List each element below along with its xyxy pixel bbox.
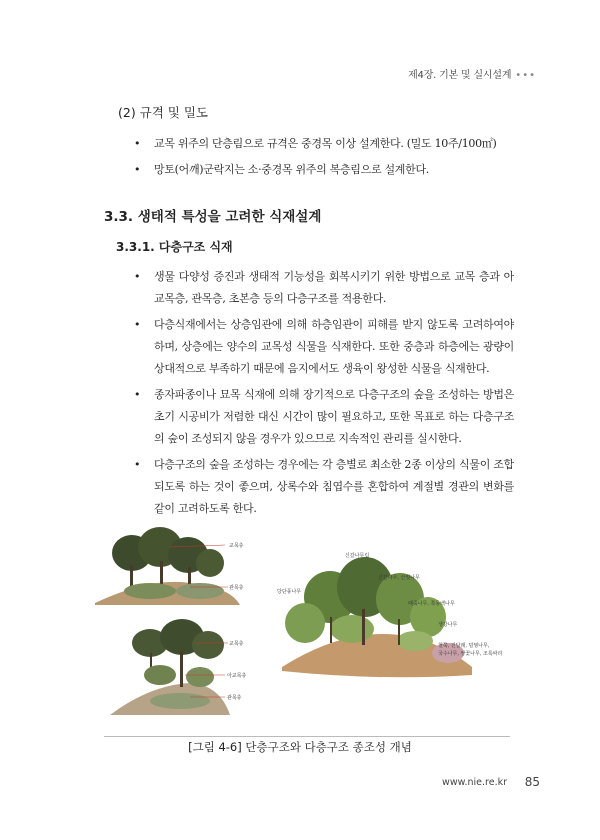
label-layered-subcanopy: 아교목층: [227, 673, 247, 679]
list-item: • 망토(어깨)군락지는 소·중경목 위주의 복층림으로 설계한다.: [130, 159, 514, 181]
single-layer-illustration: [95, 527, 244, 605]
label-layered-canopy: 교목층: [229, 641, 244, 647]
label-species-5: 철쭉, 진달래, 덜꿩나무,: [438, 643, 490, 649]
figure-caption: [그림 4-6] 단층구조와 다층구조 종조성 개념: [188, 740, 412, 754]
subsection-331-title: 3.3.1. 다층구조 식재: [116, 240, 233, 254]
subsection-2-bullets: [130, 133, 514, 181]
running-header: [408, 66, 536, 81]
label-single-canopy: 교목층: [229, 543, 244, 549]
label-single-shrub: 관목층: [229, 585, 244, 591]
layered-illustration: [110, 619, 246, 715]
subsection-331-bullets: [130, 266, 514, 520]
page-number: 85: [524, 775, 540, 789]
section-title: 3.3. 생태적 특성을 고려한 식재설계: [104, 209, 322, 225]
label-species-2: 당단풍나무: [277, 589, 302, 595]
figure-divider: [104, 736, 510, 737]
subsection-2-title: (2) 규격 및 밀도: [118, 105, 209, 120]
species-mound-illustration: [277, 552, 502, 677]
label-species-3: 때죽나무, 쪽동백나무: [408, 601, 455, 607]
list-item: • 교목 위주의 단층림으로 규격은 중경목 이상 설계한다. (밀도 10주/100㎡): [130, 133, 514, 155]
forest-structure-figure: [90, 525, 510, 733]
label-species-1: 신갈나무, 산벚나무: [378, 575, 420, 581]
label-layered-shrub: 관목층: [227, 695, 242, 701]
forest-structure-illustration: [90, 525, 510, 733]
chapter-title: 제4장. 기본 및 실시설계: [408, 70, 512, 81]
list-item: • 다층식재에서는 상층임관에 의해 하층임관이 피해를 받지 않도록 고려하여야 하며, 상층에는 양수의 교목성 식물을 식재한다. 또한 중층과 하층에는 광량이 상대적으로 부족하기 때문에 음지에서도 생육이 왕성한 식물을 식재한다.: [130, 314, 514, 380]
footer-site: www.nie.re.kr: [442, 777, 507, 788]
label-species-4: 생강나무: [438, 622, 458, 628]
label-species-6: 국수나무, 쌍꽃나무, 조록싸리: [438, 651, 503, 657]
header-dots: •••: [515, 70, 536, 81]
list-item: • 종자파종이나 묘목 식재에 의해 장기적으로 다층구조의 숲을 조성하는 방법은 초기 시공비가 저렴한 대신 시간이 많이 필요하고, 또한 목표로 하는 다층구조의 숲이 조성되지 않을 경우가 있으므로 지속적인 관리를 실시한다.: [130, 384, 514, 450]
label-species-0: 신갈나무림: [345, 553, 370, 559]
list-item: • 다층구조의 숲을 조성하는 경우에는 각 층별로 최소한 2종 이상의 식물이 조합되도록 하는 것이 좋으며, 상록수와 침엽수를 혼합하여 계절별 경관의 변화를 같이 고려하도록 한다.: [130, 454, 514, 520]
list-item: • 생물 다양성 증진과 생태적 기능성을 회복시키기 위한 방법으로 교목 층과 아교목층, 관목층, 초본층 등의 다층구조를 적용한다.: [130, 266, 514, 310]
